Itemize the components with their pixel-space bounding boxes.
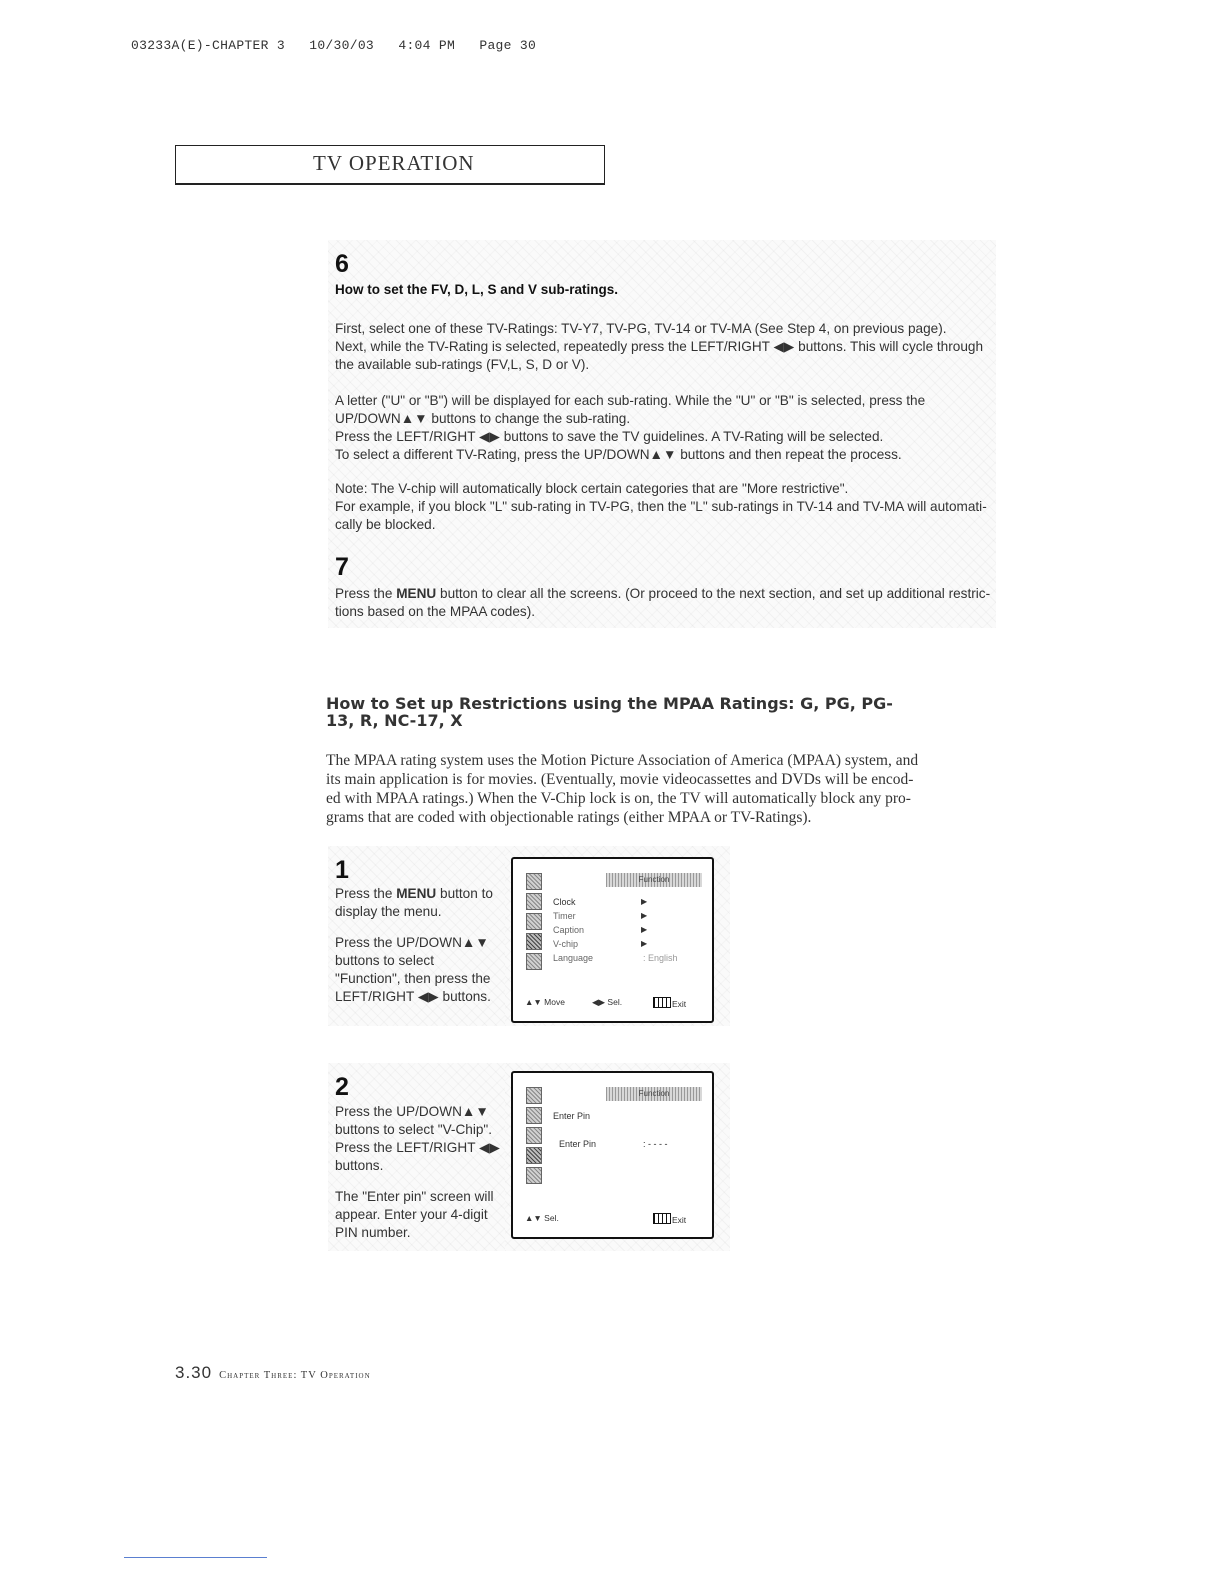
text-line: Next, while the TV-Rating is selected, repeatedly press the LEFT/RIGHT ◀▶ buttons. This will cycle through <box>335 339 984 354</box>
menu-item-vchip: V-chip ▶ <box>553 939 648 949</box>
step-6-number: 6 <box>335 250 349 278</box>
text-line: The MPAA rating system uses the Motion Picture Association of America (MPAA) system, and <box>326 752 919 769</box>
chapter-title: TV OPERATION <box>313 151 475 175</box>
text-line: Note: The V-chip will automatically block certain categories that are "More restrictive". <box>335 481 849 496</box>
step-2-number: 2 <box>335 1073 349 1101</box>
menu-item-caption: Caption ▶ <box>553 925 648 935</box>
step-6-note <box>335 480 987 534</box>
sound-menu-icon <box>526 893 542 910</box>
picture-menu-icon <box>526 1087 542 1104</box>
enter-pin-row: Enter Pin : - - - - <box>559 1139 668 1149</box>
menu-item-clock: Clock ▶ <box>553 897 648 907</box>
bottom-rule <box>124 1557 267 1558</box>
select-hint: ▲▼ Sel. <box>525 1213 559 1223</box>
menu-icon-column <box>526 1087 544 1187</box>
text-line: A letter ("U" or "B") will be displayed for each sub-rating. While the "U" or "B" is selected, press the <box>335 393 926 408</box>
exit-icon <box>653 1213 671 1224</box>
chevron-right-icon: ▶ <box>641 925 648 934</box>
print-slug-line: 03233A(E)-CHAPTER 3 10/30/03 4:04 PM Page 30 <box>131 38 537 53</box>
step-2-text: Press the UP/DOWN▲▼ buttons to select "V-Chip". Press the LEFT/RIGHT ◀▶ buttons. The "Enter pin" screen will appear. Enter your 4-digit PIN number. <box>335 1104 500 1240</box>
setup-menu-icon <box>526 1167 542 1184</box>
section-intro-paragraph <box>326 751 996 827</box>
exit-hint: Exit <box>653 1213 686 1225</box>
menu-footer <box>525 1213 701 1223</box>
page-number: 3.30 <box>175 1363 213 1382</box>
enter-pin-title: Enter Pin <box>553 1111 591 1121</box>
text-line: ed with MPAA ratings.) When the V-Chip lock is on, the TV will automatically block any pro- <box>326 790 911 807</box>
sound-menu-icon <box>526 1107 542 1124</box>
section-heading: How to Set up Restrictions using the MPAA Ratings: G, PG, PG- 13, R, NC-17, X <box>326 694 893 730</box>
menu-icon-column <box>526 873 544 973</box>
step-1-number: 1 <box>335 856 349 884</box>
menu-header: Function <box>606 1087 702 1101</box>
step-6-heading: How to set the FV, D, L, S and V sub-ratings. <box>335 282 619 297</box>
pin-input-value: : - - - - <box>643 1139 668 1149</box>
chevron-right-icon: ▶ <box>641 911 648 920</box>
text-line: Press the LEFT/RIGHT ◀▶ buttons to save the TV guidelines. A TV-Rating will be selected. <box>335 429 884 444</box>
text-line: the available sub-ratings (FV,L, S, D or V). <box>335 357 590 372</box>
text-line: cally be blocked. <box>335 517 436 532</box>
text-line: First, select one of these TV-Ratings: TV-Y7, TV-PG, TV-14 or TV-MA (See Step 4, on previous page). <box>335 321 947 336</box>
step-7-number: 7 <box>335 553 349 581</box>
page-footer-label: Chapter Three: TV Operation <box>219 1370 371 1381</box>
text-line: its main application is for movies. (Eventually, movie videocassettes and DVDs will be encod- <box>326 771 914 788</box>
function-menu-screen <box>511 857 714 1023</box>
channel-menu-icon <box>526 1127 542 1144</box>
text-line: Press the MENU button to clear all the screens. (Or proceed to the next section, and set up additional restric- <box>335 586 991 601</box>
menu-header: Function <box>606 873 702 887</box>
text-line: For example, if you block "L" sub-rating in TV-PG, then the "L" sub-ratings in TV-14 and TV-MA will automati- <box>335 499 987 514</box>
function-menu-icon <box>526 1147 542 1164</box>
menu-item-timer: Timer ▶ <box>553 911 648 921</box>
step-6-paragraph-2 <box>335 392 925 464</box>
exit-hint: Exit <box>653 997 686 1009</box>
picture-menu-icon <box>526 873 542 890</box>
text-line: grams that are coded with objectionable ratings (either MPAA or TV-Ratings). <box>326 809 812 826</box>
text-line: UP/DOWN▲▼ buttons to change the sub-rating. <box>335 411 631 426</box>
text-line: tions based on the MPAA codes). <box>335 604 535 619</box>
chapter-title-box <box>175 145 605 185</box>
text-line: To select a different TV-Rating, press the UP/DOWN▲▼ buttons and then repeat the process. <box>335 447 902 462</box>
menu-footer <box>525 997 701 1007</box>
step-6-paragraph-1 <box>335 320 983 374</box>
enter-pin-screen <box>511 1071 714 1239</box>
page-footer <box>175 1363 371 1383</box>
step-1-text: Press the MENU button to display the menu. Press the UP/DOWN▲▼ buttons to select "Function", then press the LEFT/RIGHT ◀▶ buttons. <box>335 886 493 1004</box>
select-hint: ◀▶ Sel. <box>592 997 623 1007</box>
menu-item-language: Language : English <box>553 953 678 963</box>
channel-menu-icon <box>526 913 542 930</box>
chevron-right-icon: ▶ <box>641 939 648 948</box>
move-hint: ▲▼ Move <box>525 997 565 1007</box>
function-menu-icon <box>526 933 542 950</box>
exit-icon <box>653 997 671 1008</box>
chevron-right-icon: ▶ <box>641 897 648 906</box>
setup-menu-icon <box>526 953 542 970</box>
step-7-text <box>335 585 990 621</box>
